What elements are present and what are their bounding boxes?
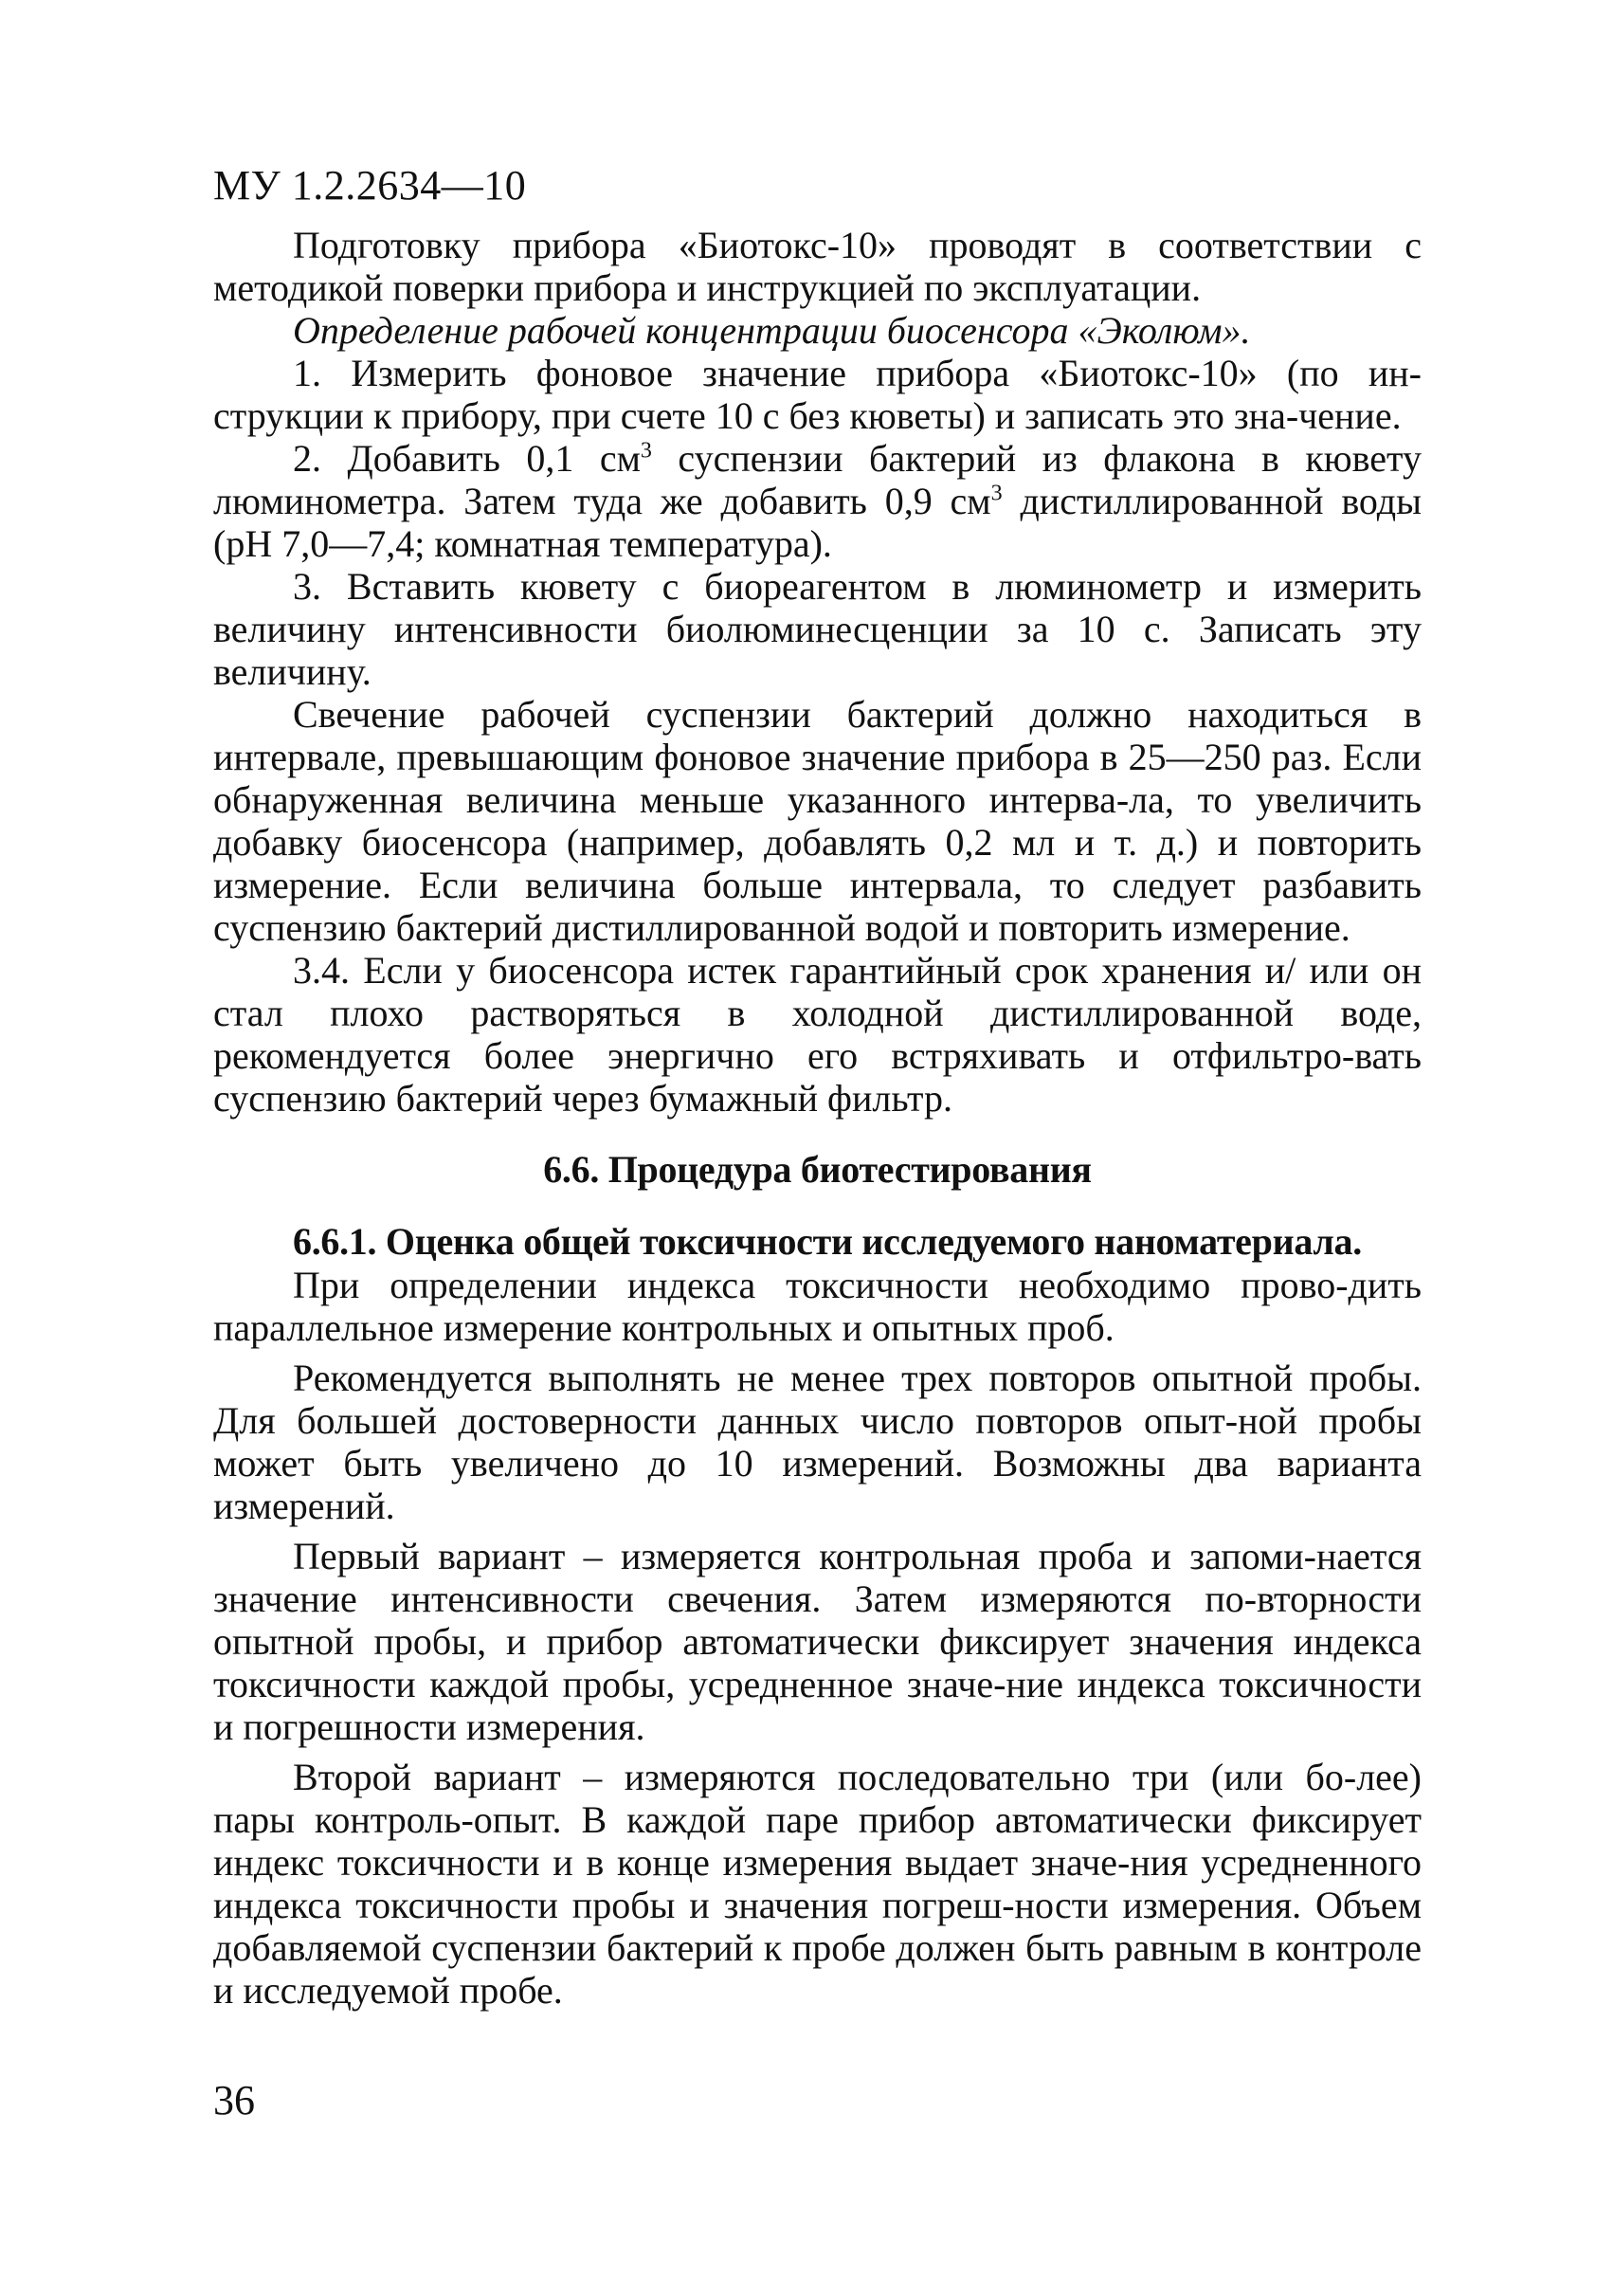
paragraph-second-variant: Второй вариант – измеряются последовательно три (или бо-лее) пары контроль-опыт. В каждой паре прибор автоматически фиксирует индекс токсичности и в конце измерения выдает значе-ния усредненного индекса токсичности пробы и значения погреш-ности измерения. Объем добавляемой суспензии бактерий к пробе должен быть равным в контроле и исследуемой пробе.: [213, 1756, 1422, 2012]
paragraph-device-preparation: Подготовку прибора «Биотокс-10» проводят в соответствии с методикой поверки прибора и инструкцией по эксплуатации.: [213, 224, 1422, 309]
page-number: 36: [213, 2077, 255, 2123]
paragraph-step-3-4: 3.4. Если у биосенсора истек гарантийный срок хранения и/ или он стал плохо растворяться в холодной дистиллированной воде, рекомендуется более энергично его встряхивать и отфильтро-вать суспензию бактерий через бумажный фильтр.: [213, 949, 1422, 1120]
paragraph-step-2: [213, 437, 1422, 565]
paragraph-step-1: 1. Измерить фоновое значение прибора «Биотокс-10» (по ин-струкции к прибору, при счете 10 с без кюветы) и записать это зна-чение.: [213, 352, 1422, 437]
superscript-3: 3: [990, 481, 1003, 506]
paragraph-working-concentration-title: Определение рабочей концентрации биосенсора «Эколюм».: [293, 309, 1251, 352]
document-code-header: МУ 1.2.2634—10: [213, 162, 527, 209]
document-page: [213, 161, 1422, 2012]
step-2-text-a: 2. Добавить 0,1 см: [293, 437, 641, 480]
paragraph-repeats: Рекомендуется выполнять не менее трех повторов опытной пробы. Для большей достоверности данных число повторов опыт-ной пробы может быть увеличено до 10 измерений. Возможны два варианта измерений.: [213, 1357, 1422, 1527]
superscript-3: 3: [640, 438, 652, 464]
paragraph-step-3: 3. Вставить кювету с биореагентом в люминометр и измерить величину интенсивности биолюминесценции за 10 с. Записать эту величину.: [213, 565, 1422, 693]
section-heading: 6.6. Процедура биотестирования: [543, 1148, 1092, 1191]
step-2-text-c: дистиллированной воды (рН 7,0—7,4; комнатная температура).: [213, 480, 1423, 565]
paragraph-luminescence-range: Свечение рабочей суспензии бактерий должно находиться в интервале, превышающим фоновое значение прибора в 25—250 раз. Если обнаруженная величина меньше указанного интерва-ла, то увеличить добавку биосенсора (например, добавлять 0,2 мл и т. д.) и повторить измерение. Если величина больше интервала, то следует разбавить суспензию бактерий дистиллированной водой и повторить измерение.: [213, 693, 1422, 949]
step-2-text-b: суспензии бактерий из флакона в кювету люминометра. Затем туда же добавить 0,9 см: [213, 437, 1422, 522]
paragraph-first-variant: Первый вариант – измеряется контрольная проба и запоми-нается значение интенсивности свечения. Затем измеряются по-вторности опытной пробы, и прибор автоматически фиксирует значения индекса токсичности каждой пробы, усредненное значе-ние индекса токсичности и погрешности измерения.: [213, 1535, 1422, 1748]
subsection-heading: 6.6.1. Оценка общей токсичности исследуемого наноматериала.: [293, 1220, 1362, 1263]
paragraph-toxicity-index: При определении индекса токсичности необходимо прово-дить параллельное измерение контрольных и опытных проб.: [213, 1264, 1422, 1349]
